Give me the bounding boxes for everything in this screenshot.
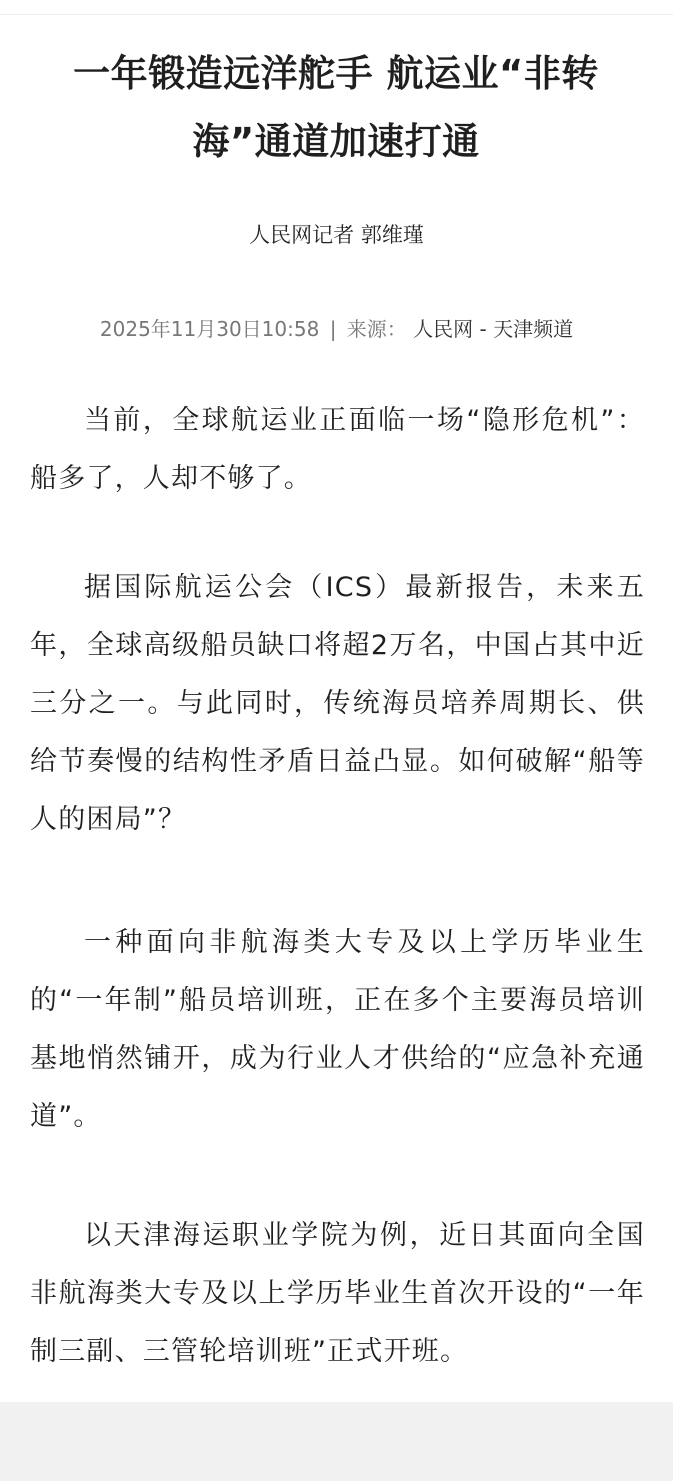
source-link[interactable]: 人民网 - 天津频道 [413,317,574,341]
paragraph-3: 一种面向非航海类大专及以上学历毕业生的“一年制”船员培训班，正在多个主要海员培训基地悄然铺开，成为行业人才供给的“应急补充通道”。 [30,927,645,1132]
meta-separator: | [329,317,337,341]
article-meta [0,312,673,346]
paragraph-4: 以天津海运职业学院为例，近日其面向全国非航海类大专及以上学历毕业生首次开设的“一年制三副、三管轮培训班”正式开班。 [30,1220,645,1367]
source-label: 来源： [346,317,407,341]
article-author: 人民网记者 郭维瑾 [249,223,424,247]
bottom-gray-area [0,1402,673,1481]
paragraph-1: 当前，全球航运业正面临一场“隐形危机”：船多了，人却不够了。 [30,405,645,494]
top-bar [0,0,673,15]
article-title: 一年锻造远洋舵手 航运业“非转海”通道加速打通 [73,52,599,163]
paragraph-2: 据国际航运公会（ICS）最新报告，未来五年，全球高级船员缺口将超2万名，中国占其中近三分之一。与此同时，传统海员培养周期长、供给节奏慢的结构性矛盾日益凸显。如何破解“船等人的困局”？ [30,572,645,835]
publish-date: 2025年11月30日10:58 [99,317,320,341]
